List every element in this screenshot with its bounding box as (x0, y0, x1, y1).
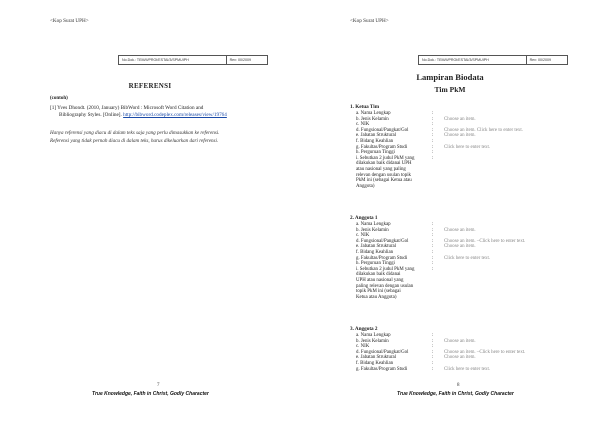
reference-line-2 (50, 112, 280, 119)
section-title: 2. Anggota 1 (350, 215, 378, 221)
field-colon: : (432, 349, 434, 355)
form-row (350, 367, 590, 373)
field-label: f. Bidang Keahlian (356, 360, 394, 366)
field-value[interactable]: Choose an item. Click here to enter text. (444, 127, 523, 133)
page-right (300, 0, 600, 424)
reference-link[interactable]: http://bibword.codeplex.com/releases/view/19764 (123, 112, 227, 118)
field-value[interactable]: Choose an item. (444, 338, 476, 344)
letterhead-placeholder: <Kop Surat UPH> (350, 18, 389, 24)
field-value[interactable]: Choose an item. –Click here to enter text. (444, 238, 526, 244)
field-label: a. Nama Lengkap (356, 222, 391, 227)
section-title: 1. Ketua Tim (350, 104, 380, 110)
field-colon: : (432, 366, 434, 372)
footer-tagline: True Knowledge, Faith in Christ, Godly Character (397, 391, 514, 397)
form-row (350, 267, 590, 301)
field-label: d. Fungsional/Pangkat/Gol (356, 349, 409, 355)
form-row (350, 156, 590, 190)
field-colon: : (432, 333, 434, 338)
field-colon: : (432, 338, 434, 344)
field-label: h. Perguruan Tinggi (356, 150, 395, 156)
reference-line-1: [1] Yves Dhondt. (2010, January) BibWord : Microsoft Word Citation and (50, 105, 204, 111)
field-colon: : (432, 122, 434, 128)
biodata-section (350, 326, 590, 372)
page-title: Lampiran Biodata (416, 72, 484, 82)
field-label: c. NIK (356, 122, 370, 128)
field-label: b. Jenis Kelamin (356, 116, 389, 122)
field-value[interactable] (444, 267, 590, 301)
biodata-section (350, 104, 590, 189)
field-label: e. Jabatan Struktural (356, 133, 397, 139)
field-colon: : (432, 150, 434, 156)
page-number: 8 (457, 383, 460, 388)
page-subtitle: Tim PkM (434, 85, 466, 94)
field-label: f. Bidang Keahlian (356, 249, 394, 255)
field-colon: : (432, 244, 434, 250)
doc-number: No.Dok.: TEM/II/PROI/ESTAI/3/SPMUIPH (419, 56, 527, 65)
field-value[interactable]: Choose an item. (444, 244, 476, 250)
field-value[interactable]: Choose an item. (444, 227, 476, 233)
page-number: 7 (157, 383, 160, 388)
field-label: c. NIK (356, 233, 370, 239)
footer-tagline: True Knowledge, Faith in Christ, Godly Character (92, 391, 209, 397)
field-label: e. Jabatan Struktural (356, 355, 397, 361)
field-label: b. Jenis Kelamin (356, 227, 389, 233)
field-value[interactable]: Choose an item. (444, 133, 476, 139)
field-colon: : (432, 233, 434, 239)
reference-line-2-text: Bibliography Styles. [Online]. (59, 112, 122, 118)
field-label: g. Fakultas/Program Studi (356, 144, 408, 150)
biodata-section (350, 215, 590, 300)
field-colon: : (432, 261, 434, 267)
field-label: g. Fakultas/Program Studi (356, 366, 408, 372)
field-value[interactable]: Click here to enter text. (444, 366, 491, 372)
field-colon: : (432, 355, 434, 361)
field-value[interactable]: Click here to enter text. (444, 144, 491, 150)
field-label: i. Sebutkan 2 judul PkM yang dilakukan baik didanai UPH atau nasional yang paling relevan dengan usulan topik PkM ini (sebagai Ketua atau Anggota) (356, 266, 415, 300)
field-colon: : (432, 227, 434, 233)
field-colon: : (432, 344, 434, 350)
field-label: b. Jenis Kelamin (356, 338, 389, 344)
field-label: c. NIK (356, 344, 370, 350)
field-label: e. Jabatan Struktural (356, 244, 397, 250)
field-value[interactable]: Choose an item. –Click here to enter text. (444, 349, 526, 355)
field-colon: : (432, 111, 434, 116)
field-colon: : (432, 255, 434, 261)
field-label: d. Fungsional/Pangkat/Gol (356, 238, 409, 244)
field-colon: : (432, 144, 434, 150)
doc-info-table (118, 55, 268, 65)
doc-info-table (418, 55, 568, 65)
field-colon: : (432, 360, 434, 366)
field-value[interactable]: Click here to enter text. (444, 255, 491, 261)
field-colon: : (432, 249, 434, 255)
field-colon: : (432, 133, 434, 139)
reference-note (50, 130, 290, 145)
field-colon: : (432, 238, 434, 244)
page-title: REFERENSI (128, 82, 172, 90)
field-label: f. Bidang Keahlian (356, 138, 394, 144)
field-colon: : (432, 127, 434, 133)
letterhead-placeholder: <Kop Surat UPH> (50, 18, 89, 24)
field-value[interactable]: Choose an item. (444, 355, 476, 361)
field-label: g. Fakultas/Program Studi (356, 255, 408, 261)
field-label: a. Nama Lengkap (356, 333, 391, 338)
doc-revision: Rev: 00/2009 (526, 56, 567, 65)
field-colon: : (432, 266, 434, 272)
field-colon: : (432, 138, 434, 144)
field-label: i. Sebutkan 2 judul PkM yang dilakukan baik didanai UPH atau nasional yang paling relevan dengan usulan topik PkM ini (sebagai Ketua atau Anggota) (356, 155, 415, 189)
field-colon: : (432, 155, 434, 161)
note-line-2: Referensi yang tidak pernah diacu di dalam teks, harus dikeluarkan dari referensi. (50, 137, 219, 144)
section-title: 3. Anggota 2 (350, 326, 378, 332)
field-label: a. Nama Lengkap (356, 111, 391, 116)
doc-revision: Rev: 00/2009 (226, 56, 267, 65)
field-colon: : (432, 116, 434, 122)
field-label: d. Fungsional/Pangkat/Gol (356, 127, 409, 133)
reference-entry (50, 105, 280, 119)
note-line-1: Hanya referensi yang diacu di dalam teks saja yang perlu dimasukkan ke referensi. (50, 130, 220, 136)
field-value[interactable] (444, 156, 590, 190)
doc-number: No.Dok.: TEM/II/PROI/ESTAI/3/SPMUIPH (119, 56, 227, 65)
example-label: (contoh) (50, 96, 68, 101)
field-value[interactable]: Choose an item. (444, 116, 476, 122)
field-label: h. Perguruan Tinggi (356, 261, 395, 267)
field-colon: : (432, 222, 434, 227)
